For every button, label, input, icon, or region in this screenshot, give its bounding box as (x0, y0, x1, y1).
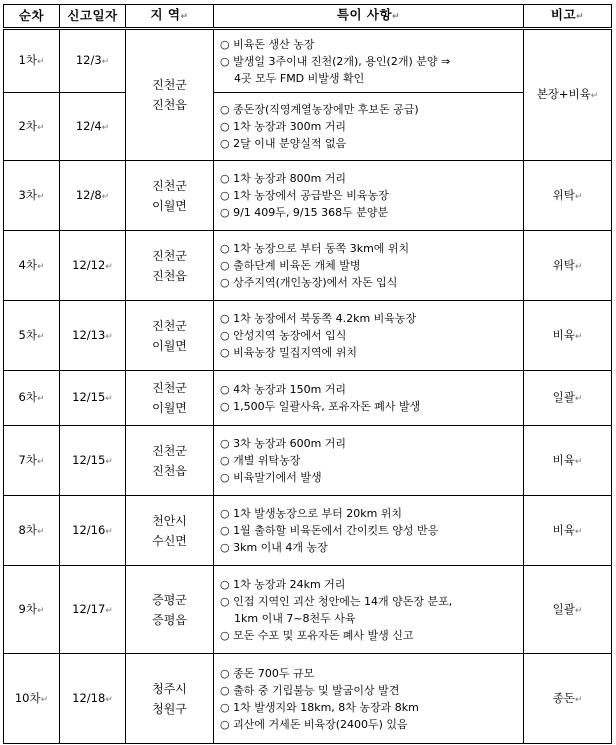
date-cell-text: 12/15 (72, 390, 106, 404)
detail-line: ○ 1차 발생지와 18km, 8차 농장과 8km (220, 700, 419, 714)
detail-line: ○ 3차 농장과 600m 거리 (220, 437, 347, 450)
note-cell: 일괄↵ (524, 566, 612, 654)
note-cell-text: 일괄 (552, 390, 575, 404)
date-cell-text: 12/12 (72, 257, 106, 272)
detail-line: ○ 괴산에 거세돈 비육장(2400두) 있음 (220, 717, 408, 731)
detail-line: ○ 종돈 700두 규모 (220, 666, 315, 680)
detail-line: ○ 안성지역 농장에서 입식 (220, 329, 347, 342)
detail-line: ○ 1차 농장으로 부터 동쪽 3km에 위치 (220, 242, 410, 255)
region-cell (126, 301, 214, 371)
seq-cell: 4차↵ (4, 231, 60, 301)
date-cell-text: 12/4 (75, 118, 102, 133)
note-cell-text: 비육 (552, 452, 575, 467)
region-line: 이월면 (152, 401, 187, 415)
header-date: 신고일자 (60, 5, 126, 29)
detail-line: ○ 1차 농장에서 공급받은 비육농장 (220, 189, 389, 202)
region-line: 진천군 (152, 318, 187, 333)
region-cell (126, 231, 214, 301)
detail-line: ○ 모돈 수포 및 포유자돈 폐사 발생 신고 (220, 628, 414, 642)
detail-line: 1km 이내 7~8천두 사육 (234, 611, 356, 625)
table-row (4, 93, 612, 161)
detail-line: ○ 4차 농장과 150m 거리 (220, 383, 347, 396)
detail-line: ○ 인접 지역인 괴산 청안에는 14개 양돈장 분포, (220, 594, 453, 608)
region-line: 진천군 (152, 178, 187, 193)
region-line: 이월면 (152, 338, 187, 353)
table-row (4, 654, 612, 744)
table-row (4, 566, 612, 654)
seq-cell: 10차↵ (4, 654, 60, 744)
note-cell-text: 위탁 (552, 187, 575, 202)
outbreak-table (3, 4, 612, 744)
table-row (4, 371, 612, 426)
date-cell: 12/17↵ (60, 566, 126, 654)
region-cell (126, 654, 214, 744)
note-cell: 위탁↵ (524, 231, 612, 301)
note-cell-text: 비육 (552, 327, 575, 342)
details-cell (214, 654, 524, 744)
seq-cell: 3차↵ (4, 161, 60, 231)
region-line: 청원구 (152, 701, 187, 716)
details-cell (214, 29, 524, 93)
details-cell (214, 496, 524, 566)
date-cell: 12/13↵ (60, 301, 126, 371)
seq-cell-text: 3차 (18, 187, 37, 202)
region-line: 증평군 (152, 592, 187, 607)
seq-cell: 5차↵ (4, 301, 60, 371)
region-line: 진천읍 (152, 268, 187, 283)
date-cell: 12/3↵ (60, 29, 126, 93)
region-line: 진천군 (152, 381, 187, 395)
details-cell (214, 301, 524, 371)
detail-line: ○ 2달 이내 분양실적 없음 (220, 137, 347, 150)
detail-line: ○ 상주지역(개인농장)에서 자돈 입식 (220, 276, 398, 289)
seq-cell-text: 5차 (18, 327, 37, 342)
detail-line: ○ 1차 농장과 300m 거리 (220, 120, 347, 133)
note-cell: 위탁↵ (524, 161, 612, 231)
detail-line: ○ 9/1 409두, 9/15 368두 분양분 (220, 206, 389, 219)
seq-cell-text: 10차 (14, 690, 41, 705)
note-cell-text: 일괄 (552, 601, 575, 616)
detail-line: ○ 1차 농장과 800m 거리 (220, 172, 347, 185)
seq-cell-text: 8차 (18, 522, 37, 537)
region-line: 천안시 (152, 513, 187, 528)
date-cell-text: 12/17 (72, 601, 106, 616)
table-row (4, 301, 612, 371)
note-cell: 비육↵ (524, 301, 612, 371)
seq-cell-text: 1차 (18, 53, 37, 67)
region-cell (126, 29, 214, 161)
detail-line: ○ 출하 중 기립불능 및 발굽이상 발견 (220, 683, 400, 697)
table-row (4, 29, 612, 93)
date-cell-text: 12/3 (75, 53, 102, 67)
details-cell (214, 161, 524, 231)
table-body (4, 29, 612, 744)
detail-line: ○ 발생일 3주이내 진천(2개), 용인(2개) 분양 ⇒ (220, 54, 451, 68)
note-cell-text: 종돈 (552, 690, 575, 705)
seq-cell: 7차↵ (4, 426, 60, 496)
outbreak-table-container (3, 4, 612, 744)
note-cell: 본장+비육↵ (524, 29, 612, 161)
date-cell: 12/16↵ (60, 496, 126, 566)
table-row (4, 426, 612, 496)
detail-line: ○ 비육농장 밀집지역에 위치 (220, 346, 357, 359)
region-line: 증평읍 (152, 612, 187, 627)
seq-cell-text: 4차 (18, 257, 37, 272)
table-row (4, 496, 612, 566)
date-cell: 12/15↵ (60, 426, 126, 496)
seq-cell-text: 7차 (18, 452, 37, 467)
region-line: 진천읍 (152, 98, 187, 112)
region-line: 진천군 (152, 248, 187, 263)
table-row (4, 161, 612, 231)
region-line: 진천군 (152, 443, 187, 458)
seq-cell: 1차↵ (4, 29, 60, 93)
detail-line: ○ 비육돈 생산 농장 (220, 37, 315, 51)
header-details: 특이 사항↵ (214, 5, 524, 29)
seq-cell-text: 9차 (18, 601, 37, 616)
date-cell-text: 12/18 (72, 690, 106, 705)
seq-cell: 2차↵ (4, 93, 60, 161)
note-cell: 일괄↵ (524, 371, 612, 426)
detail-line: ○ 개별 위탁농장 (220, 454, 301, 467)
date-cell: 12/18↵ (60, 654, 126, 744)
detail-line: ○ 1월 출하할 비육돈에서 간이킷트 양성 반응 (220, 524, 439, 537)
details-cell (214, 426, 524, 496)
note-cell-text: 위탁 (552, 257, 575, 272)
table-row (4, 231, 612, 301)
details-cell (214, 93, 524, 161)
region-cell (126, 161, 214, 231)
region-cell (126, 426, 214, 496)
region-cell (126, 371, 214, 426)
header-region: 지 역↵ (126, 5, 214, 29)
detail-line: ○ 1차 농장에서 북동쪽 4.2km 비육농장 (220, 312, 417, 325)
date-cell: 12/12↵ (60, 231, 126, 301)
header-note: 비고↵ (524, 5, 612, 29)
region-cell (126, 566, 214, 654)
detail-line: ○ 1차 농장과 24km 거리 (220, 577, 346, 591)
note-cell: 비육↵ (524, 496, 612, 566)
note-cell-text: 비육 (552, 522, 575, 537)
seq-cell: 8차↵ (4, 496, 60, 566)
region-line: 이월면 (152, 198, 187, 213)
seq-cell-text: 6차 (18, 390, 37, 404)
header-seq: 순차 (4, 5, 60, 29)
details-cell (214, 566, 524, 654)
detail-line: ○ 출하단계 비육돈 개체 발병 (220, 259, 361, 272)
detail-line: ○ 1,500두 일괄사육, 포유자돈 폐사 발생 (220, 400, 421, 413)
region-cell (126, 496, 214, 566)
details-cell (214, 371, 524, 426)
date-cell-text: 12/8 (75, 187, 102, 202)
region-line: 진천군 (152, 78, 187, 92)
header-row (4, 5, 612, 29)
region-line: 수신면 (152, 533, 187, 548)
region-line: 진천읍 (152, 463, 187, 478)
date-cell: 12/8↵ (60, 161, 126, 231)
detail-line: 4곳 모두 FMD 비발생 확인 (234, 71, 365, 85)
detail-line: ○ 종돈장(직영계열농장에만 후보돈 공급) (220, 103, 419, 116)
date-cell-text: 12/13 (72, 327, 106, 342)
detail-line: ○ 3km 이내 4개 농장 (220, 541, 328, 554)
date-cell-text: 12/16 (72, 522, 106, 537)
note-cell-text: 본장+비육 (536, 87, 591, 101)
date-cell: 12/15↵ (60, 371, 126, 426)
region-line: 청주시 (152, 681, 187, 696)
note-cell: 비육↵ (524, 426, 612, 496)
seq-cell-text: 2차 (18, 118, 37, 133)
details-cell (214, 231, 524, 301)
date-cell: 12/4↵ (60, 93, 126, 161)
detail-line: ○ 비육말기에서 발생 (220, 471, 322, 484)
seq-cell: 6차↵ (4, 371, 60, 426)
seq-cell: 9차↵ (4, 566, 60, 654)
detail-line: ○ 1차 발생농장으로 부터 20km 위치 (220, 507, 403, 520)
note-cell: 종돈↵ (524, 654, 612, 744)
date-cell-text: 12/15 (72, 452, 106, 467)
